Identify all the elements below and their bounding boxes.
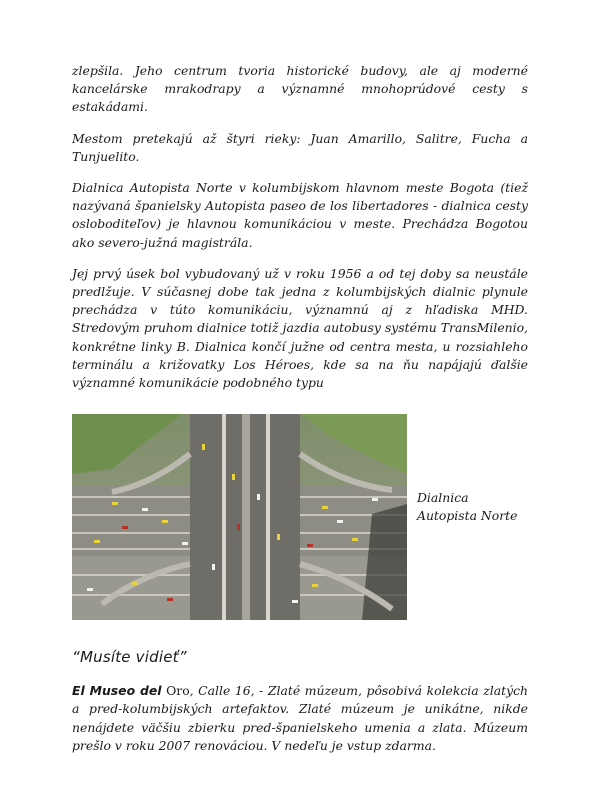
figure-row xyxy=(72,414,528,620)
museum-text: , Calle 16, - Zlaté múzeum, pôsobivá kolekcia zlatých a pred-kolumbijských artefaktov. Zlaté múzeum je unikátne, nikde nenájdete väčšiu zbierku pred-španielskeho umenia a zlata. Múzeum prešlo v roku 2007 renováciou. V nedeľu je vstup zdarma. xyxy=(72,683,528,753)
paragraph-museum xyxy=(72,682,528,755)
figure-caption xyxy=(417,489,517,525)
document-page xyxy=(72,62,528,768)
caption-line: Dialnica xyxy=(417,490,469,506)
museum-name-rest: Oro xyxy=(161,683,190,699)
paragraph-autopista-intro: Dialnica Autopista Norte v kolumbijskom hlavnom meste Bogota (tiež nazývaná španielsky Autopista paseo de los libertadores - dialnica cesty osloboditeľov) je hlavnou komunikáciou v meste. Prechádza Bogotou ako severo-južná magistrála. xyxy=(72,180,528,250)
paragraph-city-center: zlepšila. Jeho centrum tvoria historické budovy, ale aj moderné kancelárske mrakodrapy a významné mnohoprúdové cesty s estakádami. xyxy=(72,63,528,115)
caption-line: Autopista Norte xyxy=(417,508,518,524)
highway-aerial-photo xyxy=(72,414,407,620)
paragraph-rivers: Mestom pretekajú až štyri rieky: Juan Amarillo, Salitre, Fucha a Tunjuelito. xyxy=(72,130,528,164)
museum-lead: El Museo del xyxy=(72,683,162,699)
section-heading: “Musíte vidieť” xyxy=(72,648,187,667)
paragraph-autopista-history: Jej prvý úsek bol vybudovaný už v roku 1956 a od tej doby sa neustále predlžuje. V súčasnej dobe tak jedna z kolumbijských dialnic plynule prechádza v túto komunikáciu, významnú aj z hľadiska MHD. Stredovým pruhom dialnice totiž jazdia autobusy systému TransMilenio, konkrétne linky B. Dialnica končí južne od centra mesta, u rozsiahleho terminálu a križovatky Los Héroes, kde sa na ňu napájajú ďalšie významné komunikácie podobného typu xyxy=(72,265,528,391)
